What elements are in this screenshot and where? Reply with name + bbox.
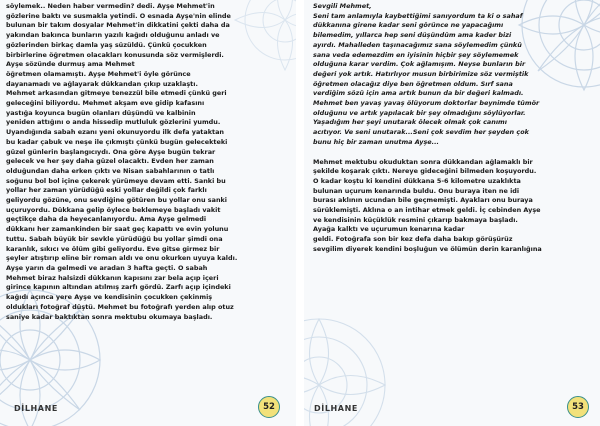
right-page-text [313, 2, 575, 255]
text-line: olduğundan daha erken çıktı ve Nisan sabahlarının o tatlı [6, 166, 215, 175]
text-line: gözlerinden birkaç damla yaş süzüldü. Çünkü çocukken [6, 40, 207, 49]
text-line: Ayşe sözünde durmuş ama Mehmet [6, 60, 135, 69]
text-line: burası aklının ucundan bile geçmemişti. Ayakları onu buraya [313, 196, 533, 205]
letter-line: verdiğim sözü için ama artık bunun da bir değeri kalmadı. [313, 89, 524, 98]
text-line: ve kendisinin küçüklük resmini çıkarıp bakmaya başladı. [313, 215, 518, 224]
paragraph-spacer [313, 148, 575, 158]
text-line: Mehmet mektubu okuduktan sonra dükkandan ağlamaklı bir [313, 157, 533, 166]
text-line: bulunan bir takım dosyalar Mehmet'in dikkatini çekti daha da [6, 21, 230, 30]
text-line: uçuruyordu. Dükkana gelip öylece beklemeye başladı vakit [6, 205, 221, 214]
left-page-text [6, 2, 268, 322]
text-line: geçtikçe daha da heyecanlanıyordu. Ama Ayşe gelmedi [6, 215, 207, 224]
letter-line: sana veda edemezdim en iyisinin hiçbir şey söylememek [313, 50, 519, 59]
brand-logo: DİLHANE [314, 404, 358, 413]
text-line: güzel günlerin başlangıcıydı. Ona göre Ayşe bugün tekrar [6, 147, 216, 156]
letter-block [313, 2, 575, 148]
text-line: bu kadar çabuk ve neşe ile çıkmıştı çünkü bugün gelecekteki [6, 137, 228, 146]
text-line: saniye kadar baktıktan sonra mektubu okumaya başladı. [6, 312, 213, 321]
page-gutter [296, 0, 304, 426]
text-line: bulunan uçurum kenarında buldu. Onu buraya iten ne idi [313, 186, 520, 195]
text-line: yakından bakınca bunların yazılı kağıdı olduğunu anladı ve [6, 31, 220, 40]
text-line: tuttu. Sabah büyük bir sevkle yürüdüğü bu yollar şimdi ona [6, 234, 223, 243]
page-number-badge: 52 [258, 396, 280, 418]
text-line: öğretmen olamamıştı. Ayşe Mehmet'i öyle görünce [6, 69, 191, 78]
text-line: karanlık, sıkıcı ve ölüm gibi geliyordu. Eve gitse girmez bir [6, 244, 220, 253]
letter-line: Mehmet ben yavaş yavaş ölüyorum doktorlar beynimde tümör [313, 99, 540, 108]
text-line: soğunu bol bol içine çekerek yürümeye devam etti. Sanki bu [6, 176, 226, 185]
text-line: gözlerine baktı ve susmakla yetindi. O esnada Ayşe'nin elinde [6, 11, 231, 20]
text-line: geliyordu gözüne, onu sevdiğine götüren bu yollar onu sanki [6, 196, 228, 205]
text-line: Ayşe yarın da gelmedi ve aradan 3 hafta geçti. O sabah [6, 263, 208, 272]
text-line: oldukları fotoğraf düştü. Mehmet bu fotoğrafı yerden alıp otuz [6, 302, 234, 311]
letter-line: öğretmen olacağız diye ben öğretmen oldum. Sırf sana [313, 79, 513, 88]
letter-line: dükkanına girene kadar seni görünce ne yapacağımı [313, 21, 504, 30]
text-line: sevgilim diyerek kendini boşluğun ve ölümün derin karanlığına [313, 244, 542, 253]
letter-line: Seni tam anlamıyla kaybettiğimi sanıyordum ta ki o sahaf [313, 11, 523, 20]
text-line: yollar her zaman yürüdüğü eski yollar değildi çok farklı [6, 186, 207, 195]
text-line: şekilde koşarak çıktı. Nereye gideceğini bilmeden koşuyordu. [313, 167, 537, 176]
right-page [304, 0, 600, 426]
brand-logo: DİLHANE [14, 404, 58, 413]
page-number-badge: 53 [567, 396, 589, 418]
text-line: şeyler atıştırıp eline bir roman aldı ve onu okurken uyuya kaldı. [6, 254, 238, 263]
letter-line: Sevgili Mehmet, [313, 2, 372, 10]
text-line: kağıdı açınca yere Ayşe ve kendisinin çocukken çekinmiş [6, 293, 213, 302]
text-line: geldi. Fotoğrafa son bir kez defa daha bakıp görüşürüz [313, 235, 513, 244]
text-line: dayanamadı ve ağlayarak dükkandan çıkıp uzaklaştı. [6, 79, 198, 88]
text-line: geleceğini biliyordu. Mehmet akşam eve gidip kafasını [6, 99, 205, 108]
letter-line: ayırdı. Mahalleden taşınacağımız sana söylemedim çünkü [313, 40, 522, 49]
letter-line: acıtıyor. Ve seni unutarak...Seni çok sevdim her şeyden çok [313, 128, 529, 137]
letter-line: bunu hiç bir zaman unutma Ayşe... [313, 137, 440, 146]
text-line: girince kapının altından atılmış zarfı gördü. Zarfı açıp içindeki [6, 283, 231, 292]
text-line: O kadar koştu ki kendini dükkana 5-6 kilometre uzaklıkta [313, 176, 521, 185]
text-line: birbirlerine öğretmen olacakları konusunda söz vermişlerdi. [6, 50, 224, 59]
text-line: söylemek.. Neden haber vermedin? dedi. Ayşe Mehmet'in [6, 2, 215, 10]
text-line: yastığa koyunca bugün olanları düşündü ve kalbinin [6, 108, 196, 117]
letter-line: olduğuna karar verdim. Çok ağlamışım. Neyse bunların bir [313, 60, 526, 69]
letter-line: olduğunu ve artık yapılacak bir şey olmadığını söylüyorlar. [313, 108, 526, 117]
letter-line: bilemedim, yıllarca hep seni düşündüm ama kader bizi [313, 31, 512, 40]
letter-line: Yaşadığım her şeyi unutarak ölecek olmak çok canımı [313, 118, 507, 127]
text-line: gelecek ve her şey daha güzel olacaktı. Evden her zaman [6, 157, 214, 166]
narrative-block [313, 158, 575, 255]
left-page [0, 0, 296, 426]
text-line: sürüklemişti. Aklına o an intihar etmek geldi. İç cebinden Ayşe [313, 206, 541, 215]
text-line: Mehmet arkasından gitmeye tenezzül bile etmedi çünkü geri [6, 89, 227, 98]
text-line: dükkanı her zamankinden bir saat geç kapattı ve evin yolunu [6, 225, 229, 234]
text-line: Mehmet biraz halsizdi dükkanın kapısını zar bela açıp içeri [6, 273, 219, 282]
text-line: Uyandığında sabah ezanı yeni okunuyordu ilk defa yataktan [6, 128, 225, 137]
letter-line: değeri yok artık. Hatırlıyor musun birbirimize söz vermiştik [313, 69, 529, 78]
text-line: yeniden attığını o anda hissedip mutluluk gözlerini yumdu. [6, 118, 221, 127]
text-line: Ayağa kalktı ve uçurumun kenarına kadar [313, 225, 465, 234]
